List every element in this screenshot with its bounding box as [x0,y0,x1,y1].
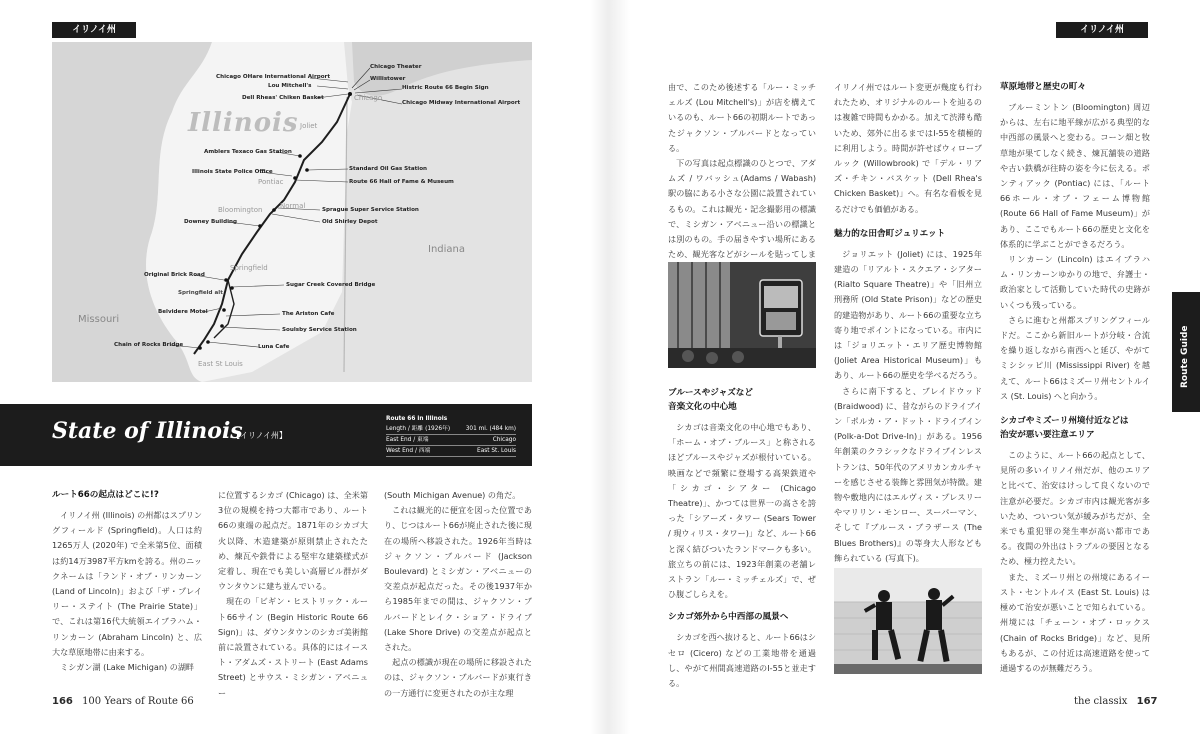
map-label-chain: Chain of Rocks Bridge [114,342,184,348]
page-number-right: 167 [1136,696,1158,707]
map-label-dell: Dell Rheas' Chiken Basket [242,95,324,101]
route-guide-label: Route Guide [1180,325,1190,388]
map-label-begin-sign: Histric Route 66 Begin Sign [402,85,489,91]
map-city-springfield: Springfield [230,264,268,272]
map-label-soulsby: Soulsby Service Station [282,327,357,333]
map-label-midway: Chicago Midway International Airport [402,100,521,106]
map-label-ohare: Chicago OHare International Airport [216,74,330,80]
route-guide-tab [1172,292,1200,412]
column-5 [834,80,982,566]
column-1 [52,488,202,675]
facts-value: Chicago [492,437,516,443]
map-label-standard: Standard Oil Gas Station [349,166,428,172]
heading-prairie: 草原地帯と歴史の町々 [1000,82,1086,92]
paragraph: シカゴを西へ抜けると、ルート66はシセロ (Cicero) などの工業地帯を通過し、やがて州間高速道路のI-55と並走する。 [668,632,816,689]
paragraph: ジョリエット (Joliet) には、1925年建造の「リアルト・スクエア・シアター (Rialto Square Theatre)」や「旧州立刑務所 (Old State Prison)」などの歴史的建造物があり、ルート66の重要な立ち寄り地でポイントになっている。市内には「ジョリエット・エリア歴史博物館 (Joliet Area Historical Museum)」もあり、ルート66の歴史を学べるだろう。 [834,248,982,381]
map-city-springfield-alt: Springfield alt [178,290,223,296]
paragraph: 由で、このため後述する「ルー・ミッチェルズ (Lou Mitchell's)」が店を構えているのも、ルート66の初期ルートであったジャクソン・ブルバードとなっている。 [668,82,816,153]
footer-right-title: the classix [1074,696,1128,707]
column-6 [1000,80,1150,676]
paragraph: イリノイ州 (Illinois) の州都はスプリングフィールド (Springfield)。人口は約1265万人 (2020年) で全米第5位、面積は約14万3987平方kmを誇る。州のニックネームは「ランド・オブ・リンカーン (Land of Lincoln)」および「ザ・プレイリー・ステイト (The Prairie State)」で、これは第16代大統領エイブラハム・リンカーン (Abraham Lincoln) と、広大な草原地帯に由来する。 [52,510,202,657]
page-number-left: 166 [52,696,73,707]
map-label-sugar-creek: Sugar Creek Covered Bridge [286,282,376,288]
paragraph: リンカーン (Lincoln) はエイブラハム・リンカーンゆかりの地で、弁護士・政治家として活動していた時代の史跡がいくつも残っている。 [1000,254,1150,310]
paragraph: さらに進むと州都スプリングフィールドだ。ここから新旧ルートが分岐・合流を繰り返しながら南西へと延び、やがてミシシッピ川 (Mississippi River) を越えて、ルート66はミズーリ州セントルイス (St. Louis) へと向かう。 [1000,314,1150,401]
map-title: Illinois [188,108,299,138]
map-city-joliet: Joliet [300,122,318,130]
heading-suburbs: シカゴ郊外から中西部の風景へ [668,612,789,623]
map-label-hall: Route 66 Hall of Fame & Museum [349,179,454,185]
map-label-police: Illinois State Police Office [192,169,273,175]
facts-label: Length / 距離 (1926年) [386,426,451,432]
paragraph: 下の写真は起点標識のひとつで、アダムズ / ワバッシュ(Adams / Wabash) 駅の脇にある小さな公園に設置されているもの。これは観光・記念撮影用の標識で、ミシガン・アベニュー沿いの標識とは別のもの。手の届きやすい場所にあるため、観光客などがシールを貼ってしま [668,158,816,260]
map-label-willistower: Willistower [370,76,406,82]
map-city-pontiac: Pontiac [258,178,284,186]
map-state-indiana: Indiana [428,244,466,255]
map-city-east-st-louis: East St Louis [198,360,243,368]
illinois-map [52,42,532,382]
facts-value: 301 mi. (484 km) [465,426,516,432]
paragraph: イリノイ州ではルート変更が幾度も行われたため、オリジナルのルートを辿るのは複雑で時間もかかる。加えて渋滞も酷いため、郊外に出るまではI-55を積極的に利用しよう。時間が許せばウィローブルック (Willowbrook) で「デル・リアズ・チキン・バスケット (Dell Rhea's Chicken Basket)」へ。有名な看板を見るだけでも価値がある。 [834,82,982,214]
paragraph: このように、ルート66の起点として、見所の多いイリノイ州だが、他のエリアと比べて、治安はけっして良くないので注意が必要だ。シカゴ市内は観光客が多いため、ついつい気が緩みがちだが、全米でも重犯罪の発生率が高い都市である。夜間の外出はトラブルの要因となるため、極力控えたい。 [1000,450,1150,567]
column-3 [384,488,532,701]
paragraph: これは観光的に便宜を図った位置であり、じつはルート66が廃止された後に現在の場所へ移設された。1926年当時はジャクソン・ブルバード (Jackson Boulevard) とミシガン・アベニューの交差点が起点だった。その後1937年から1985年までの間は、ジャクソン・ブルバードとレイク・ショア・ドライブ (Lake Shore Drive) の交差点が起点とされた。 [384,505,532,653]
footer-right [1074,696,1157,707]
paragraph: 起点の標識が現在の場所に移設されたのは、ジャクソン・ブルバードが東行きの一方通行に変更されたのが主な理 [384,657,532,698]
map-label-shirley: Old Shirley Depot [322,219,378,225]
paragraph: ミシガン湖 (Lake Michigan) の湖畔 [60,662,195,673]
map-label-ambler: Amblers Texaco Gas Station [204,149,292,155]
paragraph: 現在の「ビギン・ヒストリック・ルート66サイン (Begin Historic Route 66 Sign)」は、ダウンタウンのシカゴ美術館前に設置されている。具体的にはイースト・アダムズ・ストリート (East Adams Street) とサウス・ミシガン・アベニュー [218,596,368,698]
facts-value: East St. Louis [477,448,516,454]
page-gutter-shadow [590,0,630,734]
map-label-belvidere: Belvidere Motel [158,309,208,315]
section-tag-left: イリノイ州 [52,22,136,38]
facts-label: East End / 東端 [386,437,429,443]
map-label-original-brick: Original Brick Road [144,272,205,278]
column-2 [218,488,368,701]
footer-left-title: 100 Years of Route 66 [82,696,194,707]
map-label-sprague: Sprague Super Service Station [322,207,419,213]
column-4 [668,80,816,278]
paragraph: ブルーミントン (Bloomington) 周辺からは、左右に地平線が広がる典型的な中西部の風景へと変わる。コーン畑と牧草地が果てしなく続き、煉瓦舗装の道路や古い鉄橋が往時の姿を今に伝える。ポンティアック (Pontiac) には、「ルート66ホール・オブ・フェーム博物館 (Route 66 Hall of Fame Museum)」があり、ここでもルート66の歴史と文化を体系的に学ぶことができるだろう。 [1000,102,1150,249]
heading-safety: シカゴやミズーリ州境付近などは 治安が悪い要注意エリア [1000,416,1129,441]
map-city-chicago: Chicago [354,94,383,102]
banner-title: State of Illinois [52,418,243,444]
photo-begin-route66-sign [668,262,816,368]
map-state-missouri: Missouri [78,314,120,325]
heading-joliet: 魅力的な田舎町ジュリエット [834,228,946,239]
photo-blues-brothers-figures [834,568,982,674]
map-label-ariston: The Ariston Cafe [282,311,335,317]
paragraph: また、ミズーリ州との州境にあるイースト・セントルイス (East St. Louis) は極めて治安が悪いことで知られている。州境には「チェーン・オブ・ロックス (Chain of Rocks Bridge)」など、見所もあるが、この付近は高速道路を使って通過するのが無難だろう。 [1000,571,1150,673]
paragraph: に位置するシカゴ (Chicago) は、全米第3位の規模を持つ大都市であり、ルート66の東端の起点だ。1871年のシカゴ大火以降、木造建築が原則禁止されたため、煉瓦や鉄骨による堅牢な建築様式が定着し、現在でも美しい高層ビル群がダウンタウンに建ち並んでいる。 [218,490,368,592]
footer-left [52,696,194,707]
facts-title: Route 66 in Illinois [386,416,448,422]
map-label-lou: Lou Mitchell's [268,83,312,89]
paragraph: さらに南下すると、ブレイドウッド (Braidwood) に、昔ながらのドライブイン「ポルカ・ア・ドット・ドライブイン (Polk-a-Dot Drive-In)」がある。1956年創業のクラシックなドライブインレストランは、50年代のアメリカンカルチャーを感じさせる装飾と雰囲気が特徴。建物や敷地内にはエルヴィス・プレスリーやマリリン・モンロー、スーパーマン、そして『ブルース・ブラザース (The Blues Brothers)』の等身大人形なども飾られている (写真下)。 [834,385,982,563]
banner-subtitle: 【イリノイ州】 [232,431,287,440]
facts-row [386,446,516,457]
heading-origin: ルート66の起点はどこに!? [52,490,159,500]
facts-row [386,435,516,446]
column-4-lower [668,386,816,691]
map-label-luna: Luna Cafe [258,344,290,350]
route-facts [386,414,516,457]
map-city-normal: Normal [280,202,306,210]
facts-label: West End / 西端 [386,448,431,454]
map-city-bloomington: Bloomington [218,206,263,214]
state-banner [0,404,532,466]
heading-music: ブルースやジャズなど 音楽文化の中心地 [668,388,753,412]
facts-row [386,424,516,435]
map-label-downey: Downey Building [184,219,238,225]
paragraph: (South Michigan Avenue) の角だ。 [384,490,521,500]
map-label-chicago-theater: Chicago Theater [370,64,422,70]
paragraph: シカゴは音楽文化の中心地でもあり、「ホーム・オブ・ブルース」と称されるほどブルースやジャズが根付いている。映画などで頻繁に登場する高架鉄道や「シカゴ・シアター (Chicago Theatre)」、かつては世界一の高さを誇った「シアーズ・タワー (Sears Tower / 現ウィリス・タワー)」など、ルート66と深く結びついたランドマークも多い。旅立ちの前には、1923年創業の老舗レストラン「ルー・ミッチェルズ」で、ぜひ腹ごしらえを。 [668,422,816,600]
section-tag-right: イリノイ州 [1056,22,1148,38]
